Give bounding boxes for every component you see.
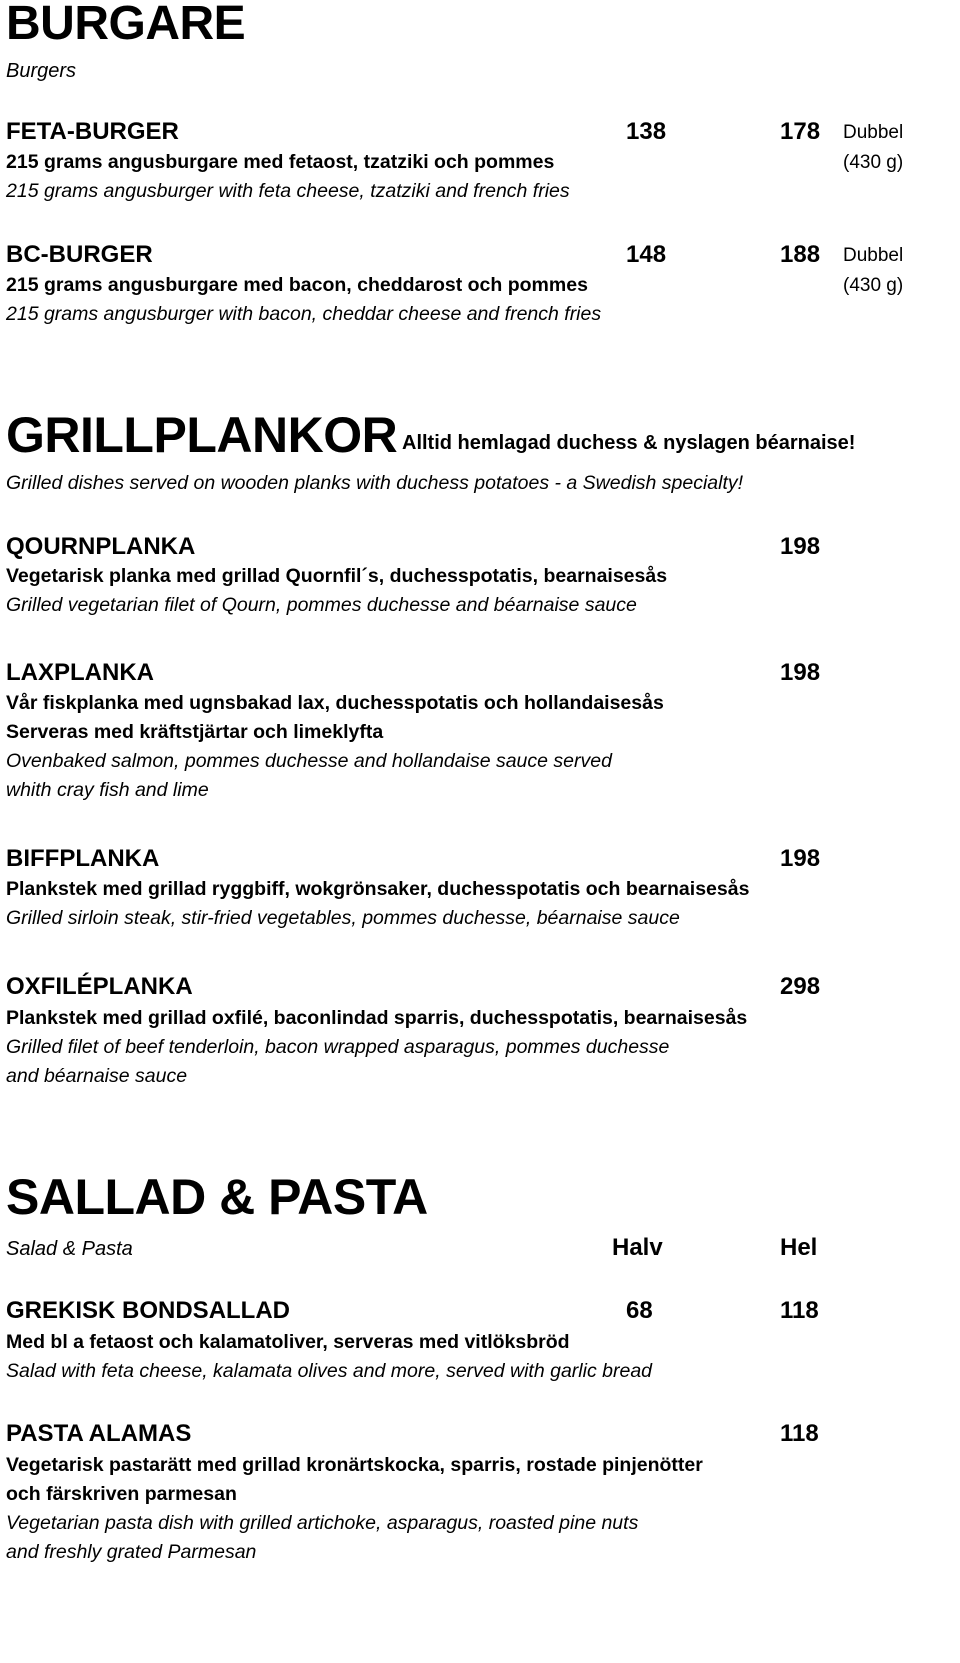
section-subtitle-salad-pasta: Salad & Pasta xyxy=(6,1238,133,1260)
double-weight: (430 g) xyxy=(843,275,904,296)
item-desc-sv: 215 grams angusburgare med fetaost, tzatziki och pommes xyxy=(6,151,555,173)
item-desc-sv: och färskriven parmesan xyxy=(6,1483,237,1505)
section-subtitle-burgers: Burgers xyxy=(6,60,77,82)
item-desc-en: Grilled vegetarian filet of Qourn, pommes duchesse and béarnaise sauce xyxy=(6,594,637,616)
item-desc-en: Grilled filet of beef tenderloin, bacon wrapped asparagus, pommes duchesse xyxy=(6,1036,670,1058)
item-desc-en: Grilled sirloin steak, stir-fried vegetables, pommes duchesse, béarnaise sauce xyxy=(6,907,680,929)
item-desc-en: Vegetarian pasta dish with grilled artichoke, asparagus, roasted pine nuts xyxy=(6,1512,639,1534)
item-price-half: 68 xyxy=(626,1297,653,1324)
item-price-full: 118 xyxy=(780,1420,819,1447)
item-name-oxfileplanka: OXFILÉPLANKA xyxy=(6,973,193,1000)
item-desc-en: 215 grams angusburger with bacon, cheddar cheese and french fries xyxy=(6,303,602,325)
item-desc-sv: Plankstek med grillad oxfilé, baconlindad sparris, duchesspotatis, bearnaisesås xyxy=(6,1007,748,1029)
item-price-double-bc-burger: 188 xyxy=(780,241,821,268)
item-price-oxfileplanka: 298 xyxy=(780,973,821,1000)
item-name-pasta-alamas: PASTA ALAMAS xyxy=(6,1420,192,1447)
item-desc-en: Salad with feta cheese, kalamata olives and more, served with garlic bread xyxy=(6,1360,653,1382)
item-desc-en: and béarnaise sauce xyxy=(6,1065,188,1087)
item-name-feta-burger: FETA-BURGER xyxy=(6,118,179,145)
section-tagline: Alltid hemlagad duchess & nyslagen béarnaise! xyxy=(402,432,856,454)
item-price-bc-burger: 148 xyxy=(626,241,667,268)
item-desc-sv: Med bl a fetaost och kalamatoliver, serveras med vitlöksbröd xyxy=(6,1331,570,1353)
item-desc-sv: Vegetarisk pastarätt med grillad kronärtskocka, sparris, rostade pinjenötter xyxy=(6,1454,703,1476)
item-price-full: 118 xyxy=(780,1297,819,1324)
item-desc-en: whith cray fish and lime xyxy=(6,779,209,801)
item-price-laxplanka: 198 xyxy=(780,659,821,686)
double-label: Dubbel xyxy=(843,122,904,143)
item-desc-sv: 215 grams angusburgare med bacon, cheddarost och pommes xyxy=(6,274,588,296)
item-desc-sv: Vegetarisk planka med grillad Quornfil´s, duchesspotatis, bearnaisesås xyxy=(6,565,668,587)
item-desc-sv: Plankstek med grillad ryggbiff, wokgrönsaker, duchesspotatis och bearnaisesås xyxy=(6,878,750,900)
item-name-laxplanka: LAXPLANKA xyxy=(6,659,154,686)
column-header-half: Halv xyxy=(612,1234,663,1261)
item-desc-en: and freshly grated Parmesan xyxy=(6,1541,257,1563)
item-desc-en: Ovenbaked salmon, pommes duchesse and hollandaise sauce served xyxy=(6,750,612,772)
column-header-full: Hel xyxy=(780,1234,818,1261)
item-price-double-feta-burger: 178 xyxy=(780,118,821,145)
item-price-qournplanka: 198 xyxy=(780,533,821,560)
item-price-biffplanka: 198 xyxy=(780,845,821,872)
double-weight: (430 g) xyxy=(843,152,904,173)
section-title-sallad-pasta: SALLAD & PASTA xyxy=(6,1169,428,1225)
item-name-grekisk-bondsallad: GREKISK BONDSALLAD xyxy=(6,1297,291,1324)
section-title-burgare: BURGARE xyxy=(6,0,246,50)
item-desc-sv: Serveras med kräftstjärtar och limeklyfta xyxy=(6,721,384,743)
section-title-grillplankor: GRILLPLANKOR xyxy=(6,407,398,463)
item-name-qournplanka: QOURNPLANKA xyxy=(6,533,196,560)
item-name-bc-burger: BC-BURGER xyxy=(6,241,153,268)
item-price-feta-burger: 138 xyxy=(626,118,667,145)
item-desc-en: 215 grams angusburger with feta cheese, tzatziki and french fries xyxy=(6,180,570,202)
double-label: Dubbel xyxy=(843,245,904,266)
section-subtitle-grillplankor: Grilled dishes served on wooden planks with duchess potatoes - a Swedish specialty! xyxy=(6,472,744,494)
item-name-biffplanka: BIFFPLANKA xyxy=(6,845,160,872)
item-desc-sv: Vår fiskplanka med ugnsbakad lax, duchesspotatis och hollandaisesås xyxy=(6,692,664,714)
